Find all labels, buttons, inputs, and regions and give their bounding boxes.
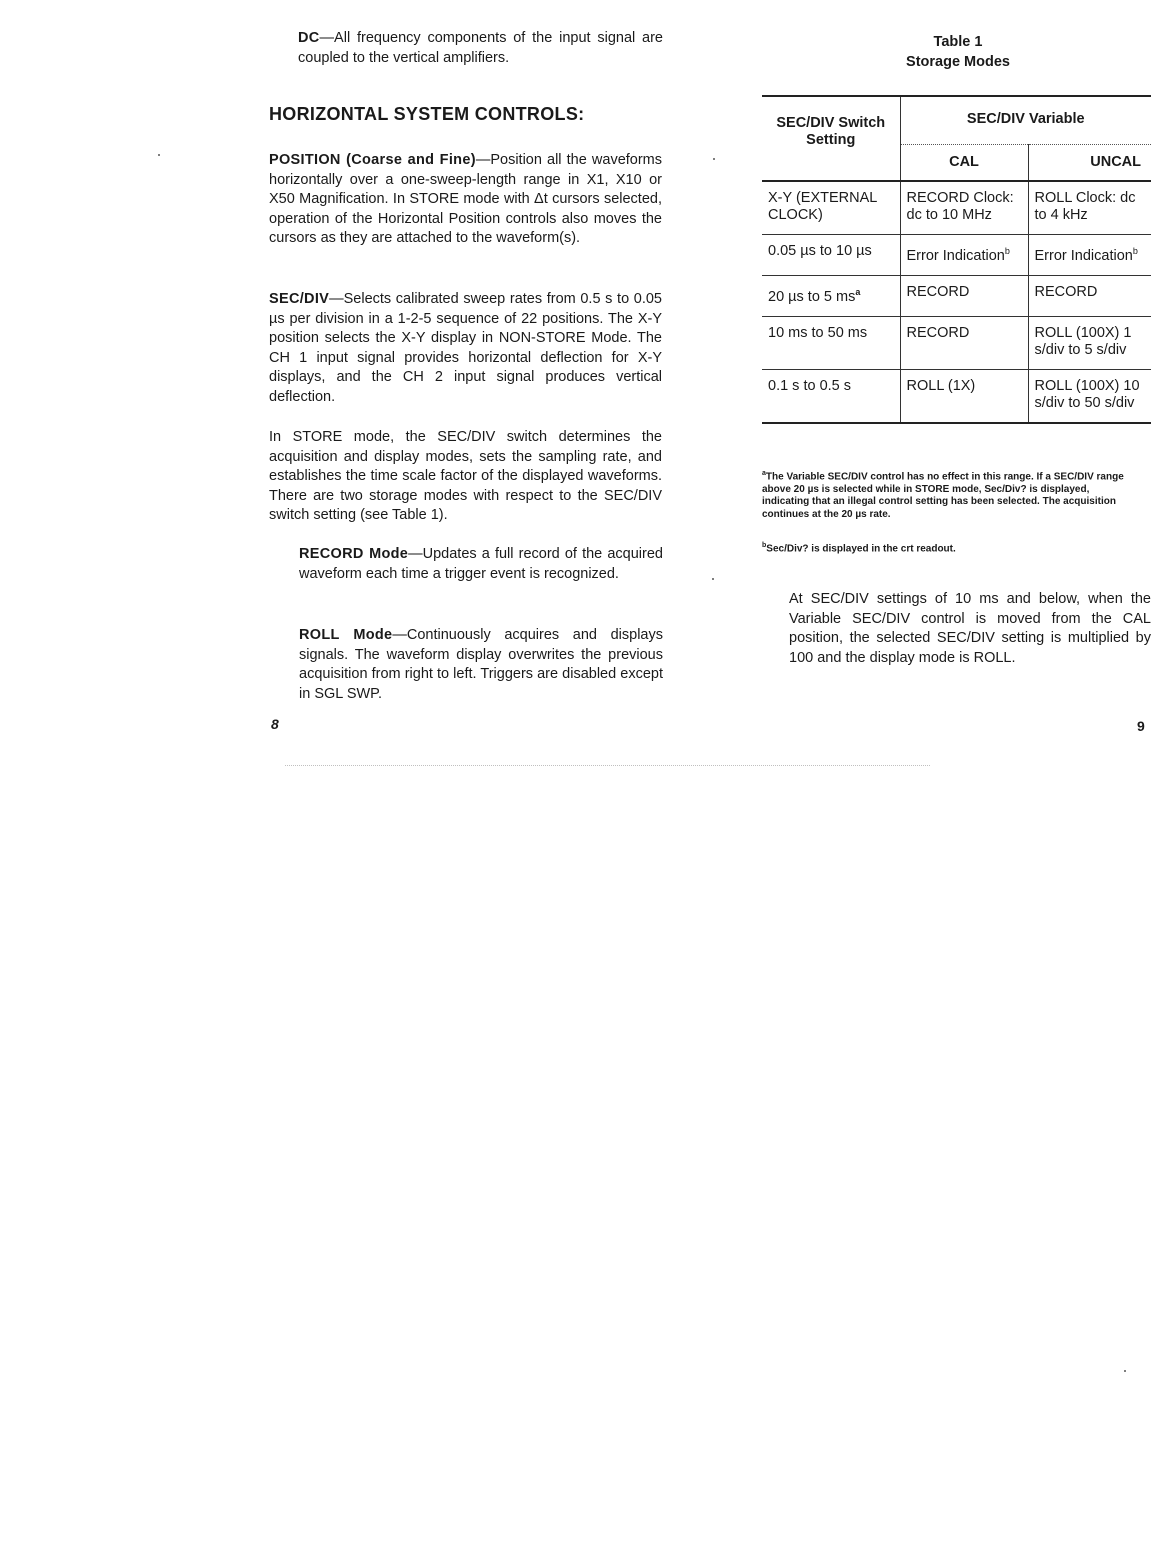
cell-cal [900, 235, 1028, 276]
cell-setting-text: 20 µs to 5 ms [768, 288, 856, 305]
footnote-b-mark: b [762, 542, 767, 549]
page-number-right: 9 [1137, 718, 1145, 734]
secdiv-label: SEC/DIV [269, 291, 330, 307]
dc-text: —All frequency components of the input signal are coupled to the vertical amplifiers. [298, 30, 663, 66]
cell-uncal: ROLL (100X) 1 s/div to 5 s/div [1028, 316, 1151, 369]
table-row [762, 369, 1151, 423]
cell-setting-sup: a [855, 286, 861, 297]
record-mode-label: RECORD Mode [299, 546, 409, 562]
secdiv-paragraph [269, 290, 662, 408]
table-row [762, 181, 1151, 235]
storage-modes-table [762, 95, 1151, 424]
cell-uncal-sup: b [1132, 246, 1138, 256]
header-cal: CAL [900, 145, 1028, 182]
cal-paragraph: At SEC/DIV settings of 10 ms and below, when the Variable SEC/DIV control is moved from the CAL position, the selected SEC/DIV setting is multiplied by 100 and the display mode is ROLL. [789, 591, 1151, 666]
header-variable: SEC/DIV Variable [900, 96, 1151, 145]
table-row [762, 316, 1151, 369]
roll-mode-label: ROLL Mode [299, 627, 393, 643]
footnote-a-text: The Variable SEC/DIV control has no effect in this range. If a SEC/DIV range above 20 µs is selected while in STORE mode, Sec/Div? is displayed, indicating that an illegal control setting has been selected. The acquisition continues at the 20 µs rate. [762, 471, 1124, 520]
cell-cal: ROLL (1X) [900, 369, 1028, 423]
cell-setting: 10 ms to 50 ms [762, 316, 900, 369]
section-title: HORIZONTAL SYSTEM CONTROLS: [269, 104, 585, 124]
cell-uncal: ROLL Clock: dc to 4 kHz [1028, 181, 1151, 235]
page-number-left: 8 [271, 716, 279, 732]
cell-cal-sup: b [1004, 246, 1010, 256]
scan-speck [158, 154, 160, 156]
dc-paragraph [298, 29, 663, 68]
table-row [762, 275, 1151, 316]
cell-uncal: RECORD [1028, 275, 1151, 316]
record-mode-paragraph [299, 545, 663, 584]
cell-uncal: ROLL (100X) 10 s/div to 50 s/div [1028, 369, 1151, 423]
footnote-b-text: Sec/Div? is displayed in the crt readout. [766, 543, 956, 555]
cell-cal: RECORD [900, 316, 1028, 369]
dc-label: DC [298, 30, 320, 46]
header-switch-setting: SEC/DIV Switch Setting [762, 96, 900, 181]
footnote-a [762, 468, 1132, 521]
scan-artifact-line [285, 765, 930, 766]
cell-uncal [1028, 235, 1151, 276]
secdiv-text: —Selects calibrated sweep rates from 0.5 s to 0.05 µs per division in a 1-2-5 sequence of 22 positions. The X-Y position selects the X-Y display in NON-STORE Mode. The CH 1 input signal provides horizontal deflection for X-Y displays, and the CH 2 input signal produces vertical deflection. [269, 291, 662, 405]
cell-uncal-text: Error Indication [1034, 247, 1133, 264]
table-row [762, 235, 1151, 276]
table-caption [858, 32, 1058, 72]
footnote-a-mark: a [762, 470, 766, 477]
roll-mode-paragraph [299, 626, 663, 704]
position-paragraph [269, 151, 662, 249]
cell-cal: RECORD Clock: dc to 10 MHz [900, 181, 1028, 235]
scan-speck [713, 158, 715, 160]
header-uncal: UNCAL [1028, 145, 1151, 182]
cell-setting [762, 275, 900, 316]
roll-mode-text: —Continuously acquires and displays signals. The waveform display overwrites the previous acquisition from right to left. Triggers are disabled except in SGL SWP. [299, 627, 663, 702]
record-mode-text: —Updates a full record of the acquired waveform each time a trigger event is recognized. [299, 546, 663, 582]
cell-cal-text: Error Indication [906, 247, 1005, 264]
scan-speck [1124, 1370, 1126, 1372]
cell-setting: 0.05 µs to 10 µs [762, 235, 900, 276]
position-text: —Position all the waveforms horizontally over a one-sweep-length range in X1, X10 or X50 Magnification. In STORE mode with Δt cursors selected, operation of the Horizontal Position controls also moves the cursors as they are attached to the waveform(s). [269, 152, 663, 247]
cell-setting: X-Y (EXTERNAL CLOCK) [762, 181, 900, 235]
footnote-b [762, 540, 1132, 556]
cell-cal: RECORD [900, 275, 1028, 316]
position-label: POSITION (Coarse and Fine) [269, 152, 476, 168]
table-title: Table 1 [933, 34, 983, 50]
cell-setting: 0.1 s to 0.5 s [762, 369, 900, 423]
store-mode-paragraph: In STORE mode, the SEC/DIV switch determines the acquisition and display modes, sets the sampling rate, and establishes the time scale factor of the displayed waveforms. There are two storage modes with respect to the SEC/DIV switch setting (see Table 1). [269, 429, 662, 524]
scan-speck [712, 578, 714, 580]
table-subtitle: Storage Modes [906, 54, 1010, 70]
